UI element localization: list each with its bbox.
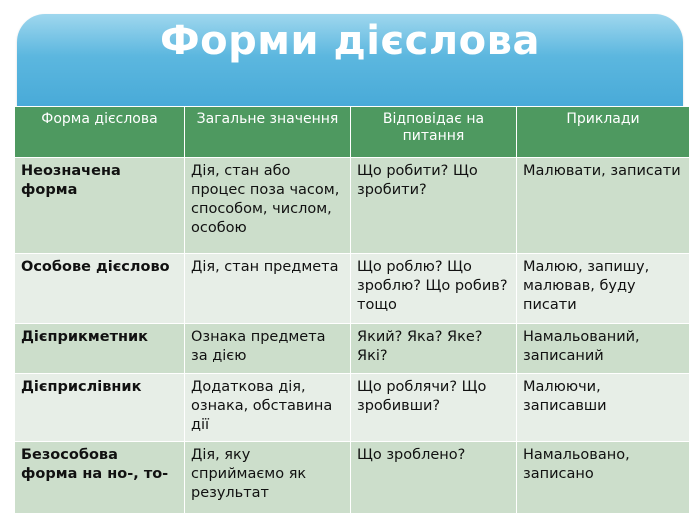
table-cell: Безособова форма на но-, то-: [15, 442, 185, 514]
table-cell: Намальований, записаний: [517, 324, 690, 374]
table-cell: Малюю, запишу, малював, буду писати: [517, 254, 690, 324]
slide-title: Форми дієслова: [160, 18, 540, 64]
table-cell: Який? Яка? Яке? Які?: [351, 324, 517, 374]
table-cell: Дія, стан або процес поза часом, способом, числом, особою: [185, 158, 351, 254]
verb-forms-table: [14, 106, 690, 514]
table-cell: Дія, стан предмета: [185, 254, 351, 324]
table-cell: Що роблю? Що зроблю? Що робив? тощо: [351, 254, 517, 324]
table-row: [15, 442, 690, 514]
table-row: [15, 158, 690, 254]
table-cell: Дія, яку сприймаємо як результат: [185, 442, 351, 514]
table-cell: Що зроблено?: [351, 442, 517, 514]
table-cell: Додаткова дія, ознака, обставина дії: [185, 374, 351, 442]
column-header-form: Форма дієслова: [15, 107, 185, 158]
table-cell: Намальовано, записано: [517, 442, 690, 514]
table-cell: Малювати, записати: [517, 158, 690, 254]
column-header-question: Відповідає на питання: [351, 107, 517, 158]
column-header-examples: Приклади: [517, 107, 690, 158]
table-row: [15, 324, 690, 374]
table-cell: Малюючи, записавши: [517, 374, 690, 442]
table-row: [15, 374, 690, 442]
table-cell: Особове дієслово: [15, 254, 185, 324]
table-cell: Ознака предмета за дією: [185, 324, 351, 374]
table-cell: Неозначена форма: [15, 158, 185, 254]
column-header-meaning: Загальне значення: [185, 107, 351, 158]
table-cell: Що робити? Що зробити?: [351, 158, 517, 254]
table-cell: Дієприкметник: [15, 324, 185, 374]
table-cell: Що роблячи? Що зробивши?: [351, 374, 517, 442]
table-cell: Дієприслівник: [15, 374, 185, 442]
table-header-row: [15, 107, 690, 158]
table-row: [15, 254, 690, 324]
